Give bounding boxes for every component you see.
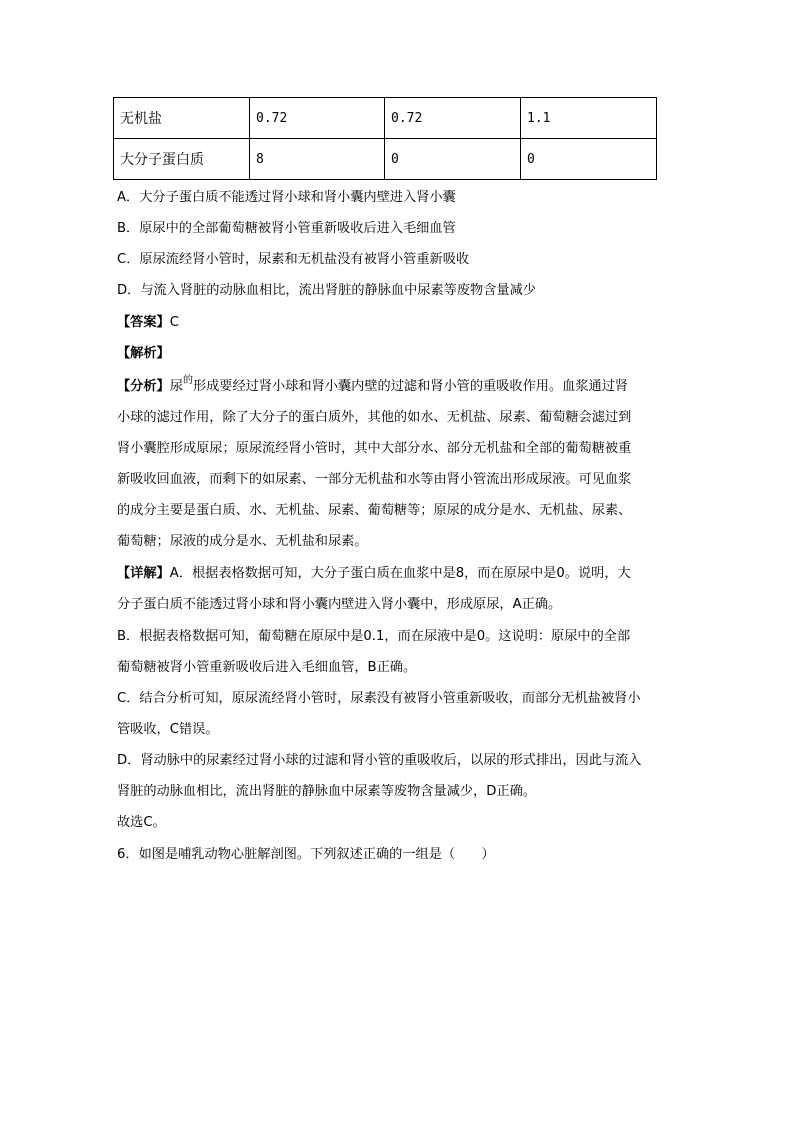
xiangjie-line: 肾脏的动脉血相比，流出肾脏的静脉血中尿素等废物含量减少，D正确。 (117, 784, 536, 799)
table-cell: 0.72 (385, 98, 521, 139)
xiangjie-line: 管吸收，C错误。 (117, 722, 219, 737)
fenxi-text-a: 尿 (169, 379, 183, 394)
table-cell: 1.1 (521, 98, 657, 139)
table-cell: 0 (521, 139, 657, 180)
table-cell: 大分子蛋白质 (114, 139, 250, 180)
table-cell: 0.72 (250, 98, 385, 139)
fenxi-first-line (117, 377, 677, 398)
conclusion-line: 故选C。 (117, 815, 166, 830)
xiangjie-line: D．肾动脉中的尿素经过肾小球的过滤和肾小管的重吸收后，以尿的形式排出，因此与流入 (117, 753, 642, 768)
xiangjie-first-line (117, 564, 677, 584)
table-row (114, 139, 657, 180)
option-b: B．原尿中的全部葡萄糖被肾小管重新吸收后进入毛细血管 (117, 221, 456, 236)
xiangjie-line: 葡萄糖被肾小管重新吸收后进入毛细血管，B正确。 (117, 660, 417, 675)
table-row (114, 98, 657, 139)
xiangjie-line: 分子蛋白质不能透过肾小球和肾小囊内壁进入肾小囊中，形成原尿，A正确。 (117, 597, 562, 612)
fenxi-text-b: 形成要经过肾小球和肾小囊内壁的过滤和肾小管的重吸收作用。血浆通过肾 (192, 379, 629, 394)
table-cell: 0 (385, 139, 521, 180)
xiangjie-line: C．结合分析可知，原尿流经肾小管时，尿素没有被肾小管重新吸收，而部分无机盐被肾小 (117, 691, 641, 706)
xiangjie-label: 【详解】 (117, 566, 170, 581)
analysis-heading: 【解析】 (117, 346, 170, 361)
data-table (113, 97, 657, 180)
table-cell: 无机盐 (114, 98, 250, 139)
answer-label: 【答案】 (117, 315, 170, 330)
next-question: 6．如图是哺乳动物心脏解剖图。下列叙述正确的一组是（ ） (117, 847, 495, 862)
fenxi-line: 小球的滤过作用，除了大分子的蛋白质外，其他的如水、无机盐、尿素、葡萄糖会滤过到 (117, 410, 632, 425)
option-d: D．与流入肾脏的动脉血相比，流出肾脏的静脉血中尿素等废物含量减少 (117, 283, 536, 298)
option-a: A．大分子蛋白质不能透过肾小球和肾小囊内壁进入肾小囊 (117, 190, 456, 205)
option-c: C．原尿流经肾小管时，尿素和无机盐没有被肾小管重新吸收 (117, 252, 470, 267)
fenxi-line: 肾小囊腔形成原尿；原尿流经肾小管时，其中大部分水、部分无机盐和全部的葡萄糖被重 (117, 441, 632, 456)
fenxi-line: 新吸收回血液，而剩下的如尿素、一部分无机盐和水等由肾小管流出形成尿液。可见血浆 (117, 472, 632, 487)
xiangjie-text: A．根据表格数据可知，大分子蛋白质在血浆中是8，而在原尿中是0。说明，大 (169, 566, 631, 581)
xiangjie-line: B．根据表格数据可知，葡萄糖在原尿中是0.1，而在尿液中是0。这说明：原尿中的全部 (117, 629, 631, 644)
fenxi-line: 的成分主要是蛋白质、水、无机盐、尿素、葡萄糖等；原尿的成分是水、无机盐、尿素、 (117, 503, 632, 518)
fenxi-line: 葡萄糖；尿液的成分是水、无机盐和尿素。 (117, 534, 368, 549)
fenxi-label: 【分析】 (117, 379, 170, 394)
fenxi-superscript: 的 (182, 375, 193, 386)
answer-line (117, 313, 677, 333)
table-cell: 8 (250, 139, 385, 180)
answer-value: C (169, 315, 179, 330)
